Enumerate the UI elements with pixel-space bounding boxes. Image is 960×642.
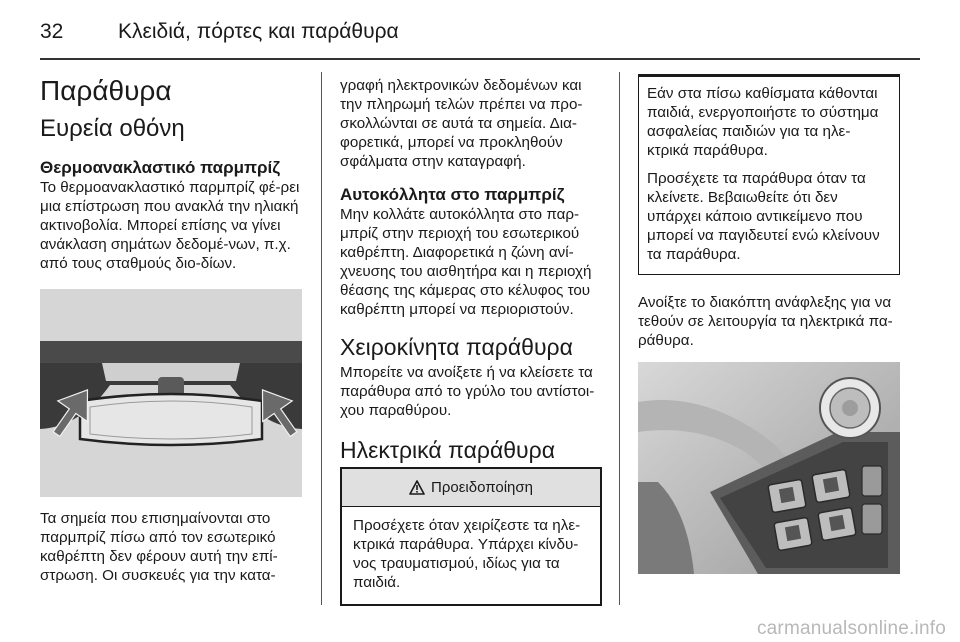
heated-windscreen-text: Το θερμοανακλαστικό παρμπρίζ φέ-ρει μια επίστρωση που ανακλά την ηλιακή ακτινοβολία. Μπορεί επίσης να γίνει ανάκλαση σημάτων δεδομέ-νων, π.χ. από τους σταθμούς διο-δίων. [40,179,300,272]
warning-box [340,467,602,606]
page-header [0,0,960,58]
door-switch-illustration [638,362,900,574]
manual-windows-text: Μπορείτε να ανοίξετε ή να κλείσετε τα παράθυρα από το γρύλο του αντίστοι-χου παραθύρου. [340,364,595,419]
ignition-text: Ανοίξτε το διακόπτη ανάφλεξης για να τεθούν σε λειτουργία τα ηλεκτρικά πα-ράθυρα. [638,294,893,349]
column-1 [40,68,302,585]
safety-note-p1: Εάν στα πίσω καθίσματα κάθονται παιδιά, ενεργοποιήστε το σύστημα ασφαλείας παιδιών για τα ηλε-κτρικά παράθυρα. [647,85,879,159]
heated-windscreen-heading: Θερμοανακλαστικό παρμπρίζ [40,158,281,177]
warning-text: Προσέχετε όταν χειρίζεστε τα ηλε-κτρικά παράθυρα. Υπάρχει κίνδυ-νος τραυματισμού, ιδίως για τα παιδιά. [353,517,581,591]
safety-note-box [638,74,900,275]
manual-windows-heading: Χειροκίνητα παράθυρα [340,334,573,360]
section-title: Παράθυρα [40,75,172,106]
warning-title: Προειδοποίηση [431,479,533,496]
stickers-text: Μην κολλάτε αυτοκόλλητα στο παρ-μπρίζ στην περιοχή του εσωτερικού καθρέπτη. Διαφορετικά η ζώνη ανί-χνευσης του αισθητήρα και η περιοχή θέασης της κάμερας στο κέλυφος του καθρέπτη μπορεί να περιοριστούν. [340,206,592,318]
figure-caption: Τα σημεία που επισημαίνονται στο παρμπρίζ πίσω από τον εσωτερικό καθρέπτη δεν φέρουν αυτή την επί-στρωση. Οι συσκευές για την κατα- [40,510,278,584]
window-switch-figure [638,362,900,574]
warning-header [342,469,600,507]
safety-note-p2: Προσέχετε τα παράθυρα όταν τα κλείνετε. Βεβαιωθείτε ότι δεν υπάρχει κάποιο αντικείμενο που μπορεί να παγιδευτεί ενώ κλείνουν τα παράθυρα. [647,170,880,263]
caption-continuation: γραφή ηλεκτρονικών δεδομένων και την πληρωμή τελών πρέπει να προ-σκολλώνται σε αυτά τα σημεία. Δια-φορετικά, μπορεί να προκληθούν σφάλματα στην καταγραφή. [340,77,583,170]
page-number: 32 [40,20,64,43]
subsection-title: Ευρεία οθόνη [40,115,185,142]
windscreen-figure [40,289,302,497]
column-divider-2 [619,72,620,605]
windscreen-mirror-illustration [40,289,302,497]
column-divider-1 [321,72,322,605]
running-title: Κλειδιά, πόρτες και παράθυρα [118,20,399,43]
column-3 [638,68,920,574]
stickers-heading: Αυτοκόλλητα στο παρμπρίζ [340,185,565,204]
power-windows-heading: Ηλεκτρικά παράθυρα [340,437,556,463]
warning-triangle-icon [409,480,425,495]
column-2 [340,68,602,464]
watermark: carmanualsonline.info [756,618,946,639]
header-rule [40,58,920,60]
